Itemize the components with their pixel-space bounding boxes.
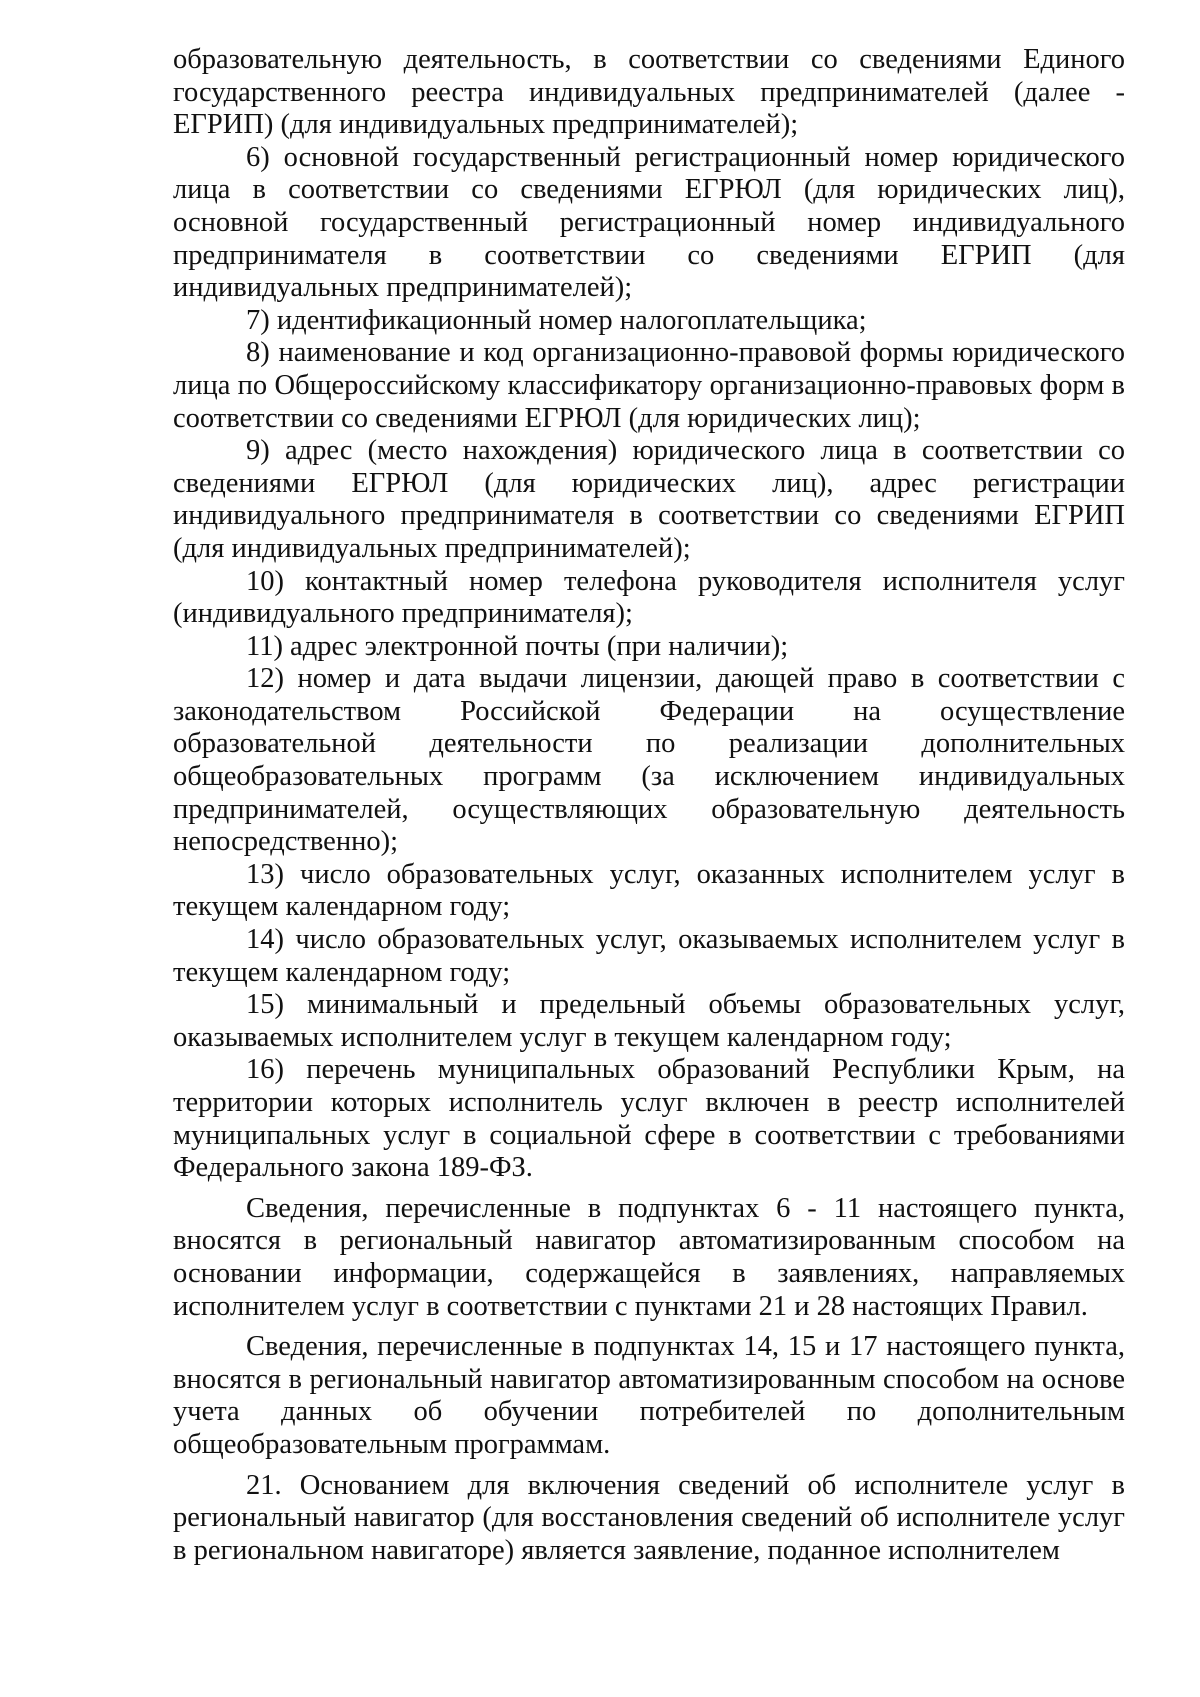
document-page [173,44,1125,1567]
paragraph-note-subitems-6-11: Сведения, перечисленные в подпунктах 6 - 11 настоящего пункта, вносятся в региональный навигатор автоматизированным способом на основании информации, содержащейся в заявлениях, направляемых исполнителем услуг в соответствии с пунктами 21 и 28 настоящих Правил. [173,1192,1125,1322]
paragraph-item-10: 10) контактный номер телефона руководителя исполнителя услуг (индивидуального предпринимателя); [173,565,1125,630]
paragraph-note-subitems-14-15-17: Сведения, перечисленные в подпунктах 14, 15 и 17 настоящего пункта, вносятся в региональный навигатор автоматизированным способом на основе учета данных об обучении потребителей по дополнительным общеобразовательным программам. [173,1331,1125,1460]
paragraph-item-7: 7) идентификационный номер налогоплательщика; [246,304,867,336]
paragraph-item-13: 13) число образовательных услуг, оказанных исполнителем услуг в текущем календарном году; [173,858,1125,923]
paragraph-item-15: 15) минимальный и предельный объемы образовательных услуг, оказываемых исполнителем услуг в текущем календарном году; [173,989,1125,1053]
paragraph-item-11: 11) адрес электронной почты (при наличии); [246,630,789,662]
paragraph-continuation: образовательную деятельность, в соответствии со сведениями Единого государственного реестра индивидуальных предпринимателей (далее - ЕГРИП) (для индивидуальных предпринимателей); [173,44,1125,141]
paragraph-item-9: 9) адрес (место нахождения) юридического лица в соответствии со сведениями ЕГРЮЛ (для юридических лиц), адрес регистрации индивидуального предпринимателя в соответствии со сведениями ЕГРИП (для индивидуальных предпринимателей); [173,435,1125,564]
paragraph-item-14: 14) число образовательных услуг, оказываемых исполнителем услуг в текущем календарном году; [173,924,1125,988]
paragraph-clause-21: 21. Основанием для включения сведений об исполнителе услуг в региональный навигатор (для восстановления сведений об исполнителе услуг в региональном навигаторе) является заявление, поданное исполнителем [173,1469,1125,1566]
paragraph-item-12: 12) номер и дата выдачи лицензии, дающей право в соответствии с законодательством Российской Федерации на осуществление образовательной деятельности по реализации дополнительных общеобразовательных программ (за исключением индивидуальных предпринимателей, осуществляющих образовательную деятельность непосредственно); [173,663,1125,858]
paragraph-item-8: 8) наименование и код организационно-правовой формы юридического лица по Общероссийскому классификатору организационно-правовых форм в соответствии со сведениями ЕГРЮЛ (для юридических лиц); [173,337,1125,434]
paragraph-item-6: 6) основной государственный регистрационный номер юридического лица в соответствии со сведениями ЕГРЮЛ (для юридических лиц), основной государственный регистрационный номер индивидуального предпринимателя в соответствии со сведениями ЕГРИП (для индивидуальных предпринимателей); [173,141,1125,304]
paragraph-item-16: 16) перечень муниципальных образований Республики Крым, на территории которых исполнитель услуг включен в реестр исполнителей муниципальных услуг в социальной сфере в соответствии с требованиями Федерального закона 189-ФЗ. [173,1054,1125,1184]
